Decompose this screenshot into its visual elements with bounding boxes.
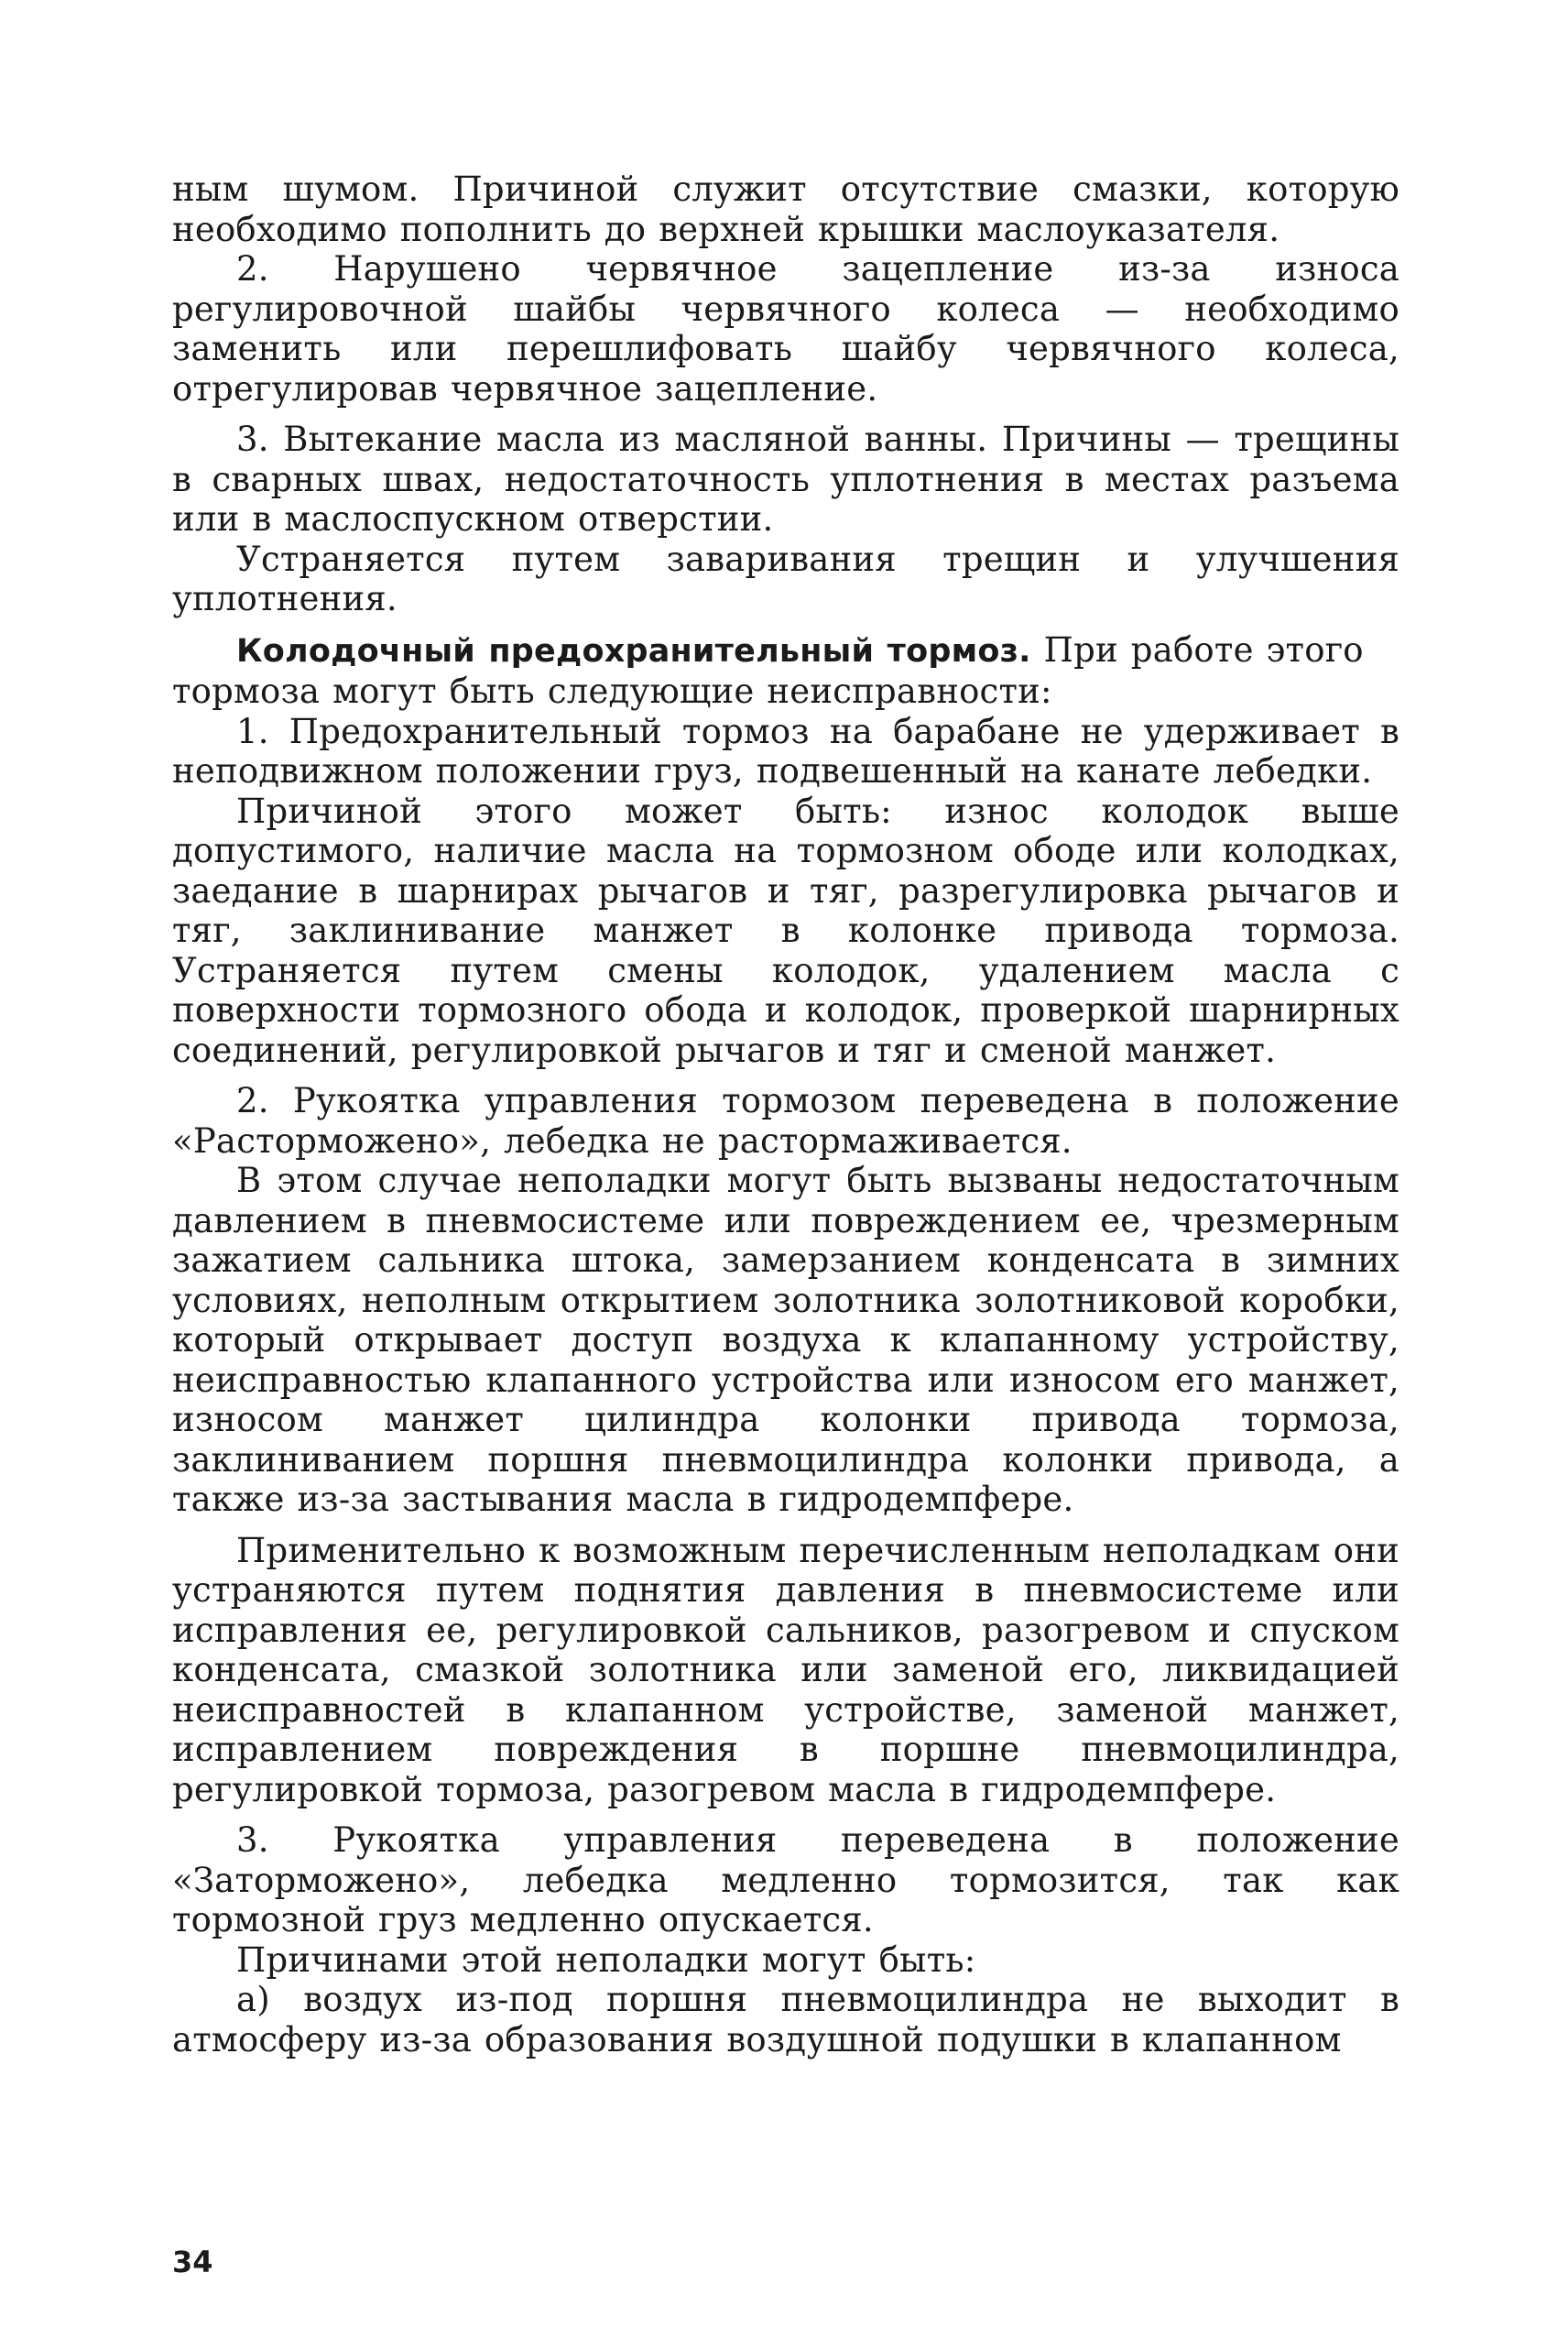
paragraph-brake-cause-2: В этом случае неполадки могут быть вызваны недостаточным давлением в пневмосистеме или повреждением ее, чрезмерным зажатием сальника штока, замерзанием конденсата в зимних условиях, неполным открытием золотника золотниковой коробки, который открывает доступ воздуха к клапанному устройству, неисправностью клапанного устройства или износом его манжет, износом манжет цилиндра колонки привода тормоза, заклиниванием поршня пневмоцилиндра колонки привода, а также из-за застывания масла в гидродемпфере. [172,1161,1399,1519]
paragraph-oil-leak-fix: Устраняется путем заваривания трещин и улучшения уплотнения. [172,539,1399,618]
paragraph-brake-fault-2: 2. Рукоятка управления тормозом переведена в положение «Расторможено», лебедка не растормаживается. [172,1081,1399,1161]
paragraph-brake-cause-1: Причиной этого может быть: износ колодок выше допустимого, наличие масла на тормозном ободе или колодках, заедание в шарнирах рычагов и тяг, разрегулировка рычагов и тяг, заклинивание манжет в колонке привода тормоза. Устраняется путем смены колодок, удалением масла с поверхности тормозного обода и колодок, проверкой шарнирных соединений, регулировкой рычагов и тяг и сменой манжет. [172,791,1399,1070]
paragraph-brake-fault-1: 1. Предохранительный тормоз на барабане не удерживает в неподвижном положении груз, подвешенный на канате лебедки. [172,711,1399,791]
section-lead: При работе этого [1030,629,1364,670]
paragraph-brake-cause-3a: а) воздух из-под поршня пневмоцилиндра не выходит в атмосферу из-за образования воздушной подушки в клапанном [172,1980,1399,2059]
paragraph-oil-leak: 3. Вытекание масла из масляной ванны. Причины — трещины в сварных швах, недостаточность уплотнения в местах разъема или в маслоспускном отверстии. [172,420,1399,539]
paragraph-section-intro-cont: тормоза могут быть следующие неисправности: [172,672,1052,711]
paragraph-continuation: ным шумом. Причиной служит отсутствие смазки, которую необходимо пополнить до верхней крышки маслоуказателя. [172,169,1399,249]
page-number: 34 [172,2245,213,2279]
paragraph-worm-gear: 2. Нарушено червячное зацепление из-за износа регулировочной шайбы червячного колеса — необходимо заменить или перешлифовать шайбу червячного колеса, отрегулировав червячное зацепление. [172,249,1399,409]
paragraph-brake-fix-2: Применительно к возможным перечисленным неполадкам они устраняются путем поднятия давления в пневмосистеме или исправления ее, регулировкой сальников, разогревом и спуском конденсата, смазкой золотника или заменой его, ликвидацией неисправностей в клапанном устройстве, заменой манжет, исправлением повреждения в поршне пневмоцилиндра, регулировкой тормоза, разогревом масла в гидродемпфере. [172,1530,1399,1809]
document-page [172,169,1399,2279]
section-intro [172,630,1399,672]
section-heading: Колодочный предохранительный тормоз. [236,632,1031,670]
paragraph-brake-cause-3-intro: Причинами этой неполадки могут быть: [236,1939,976,1980]
paragraph-brake-fault-3: 3. Рукоятка управления переведена в положение «Заторможено», лебедка медленно тормозится, так как тормозной груз медленно опускается. [172,1820,1399,1939]
